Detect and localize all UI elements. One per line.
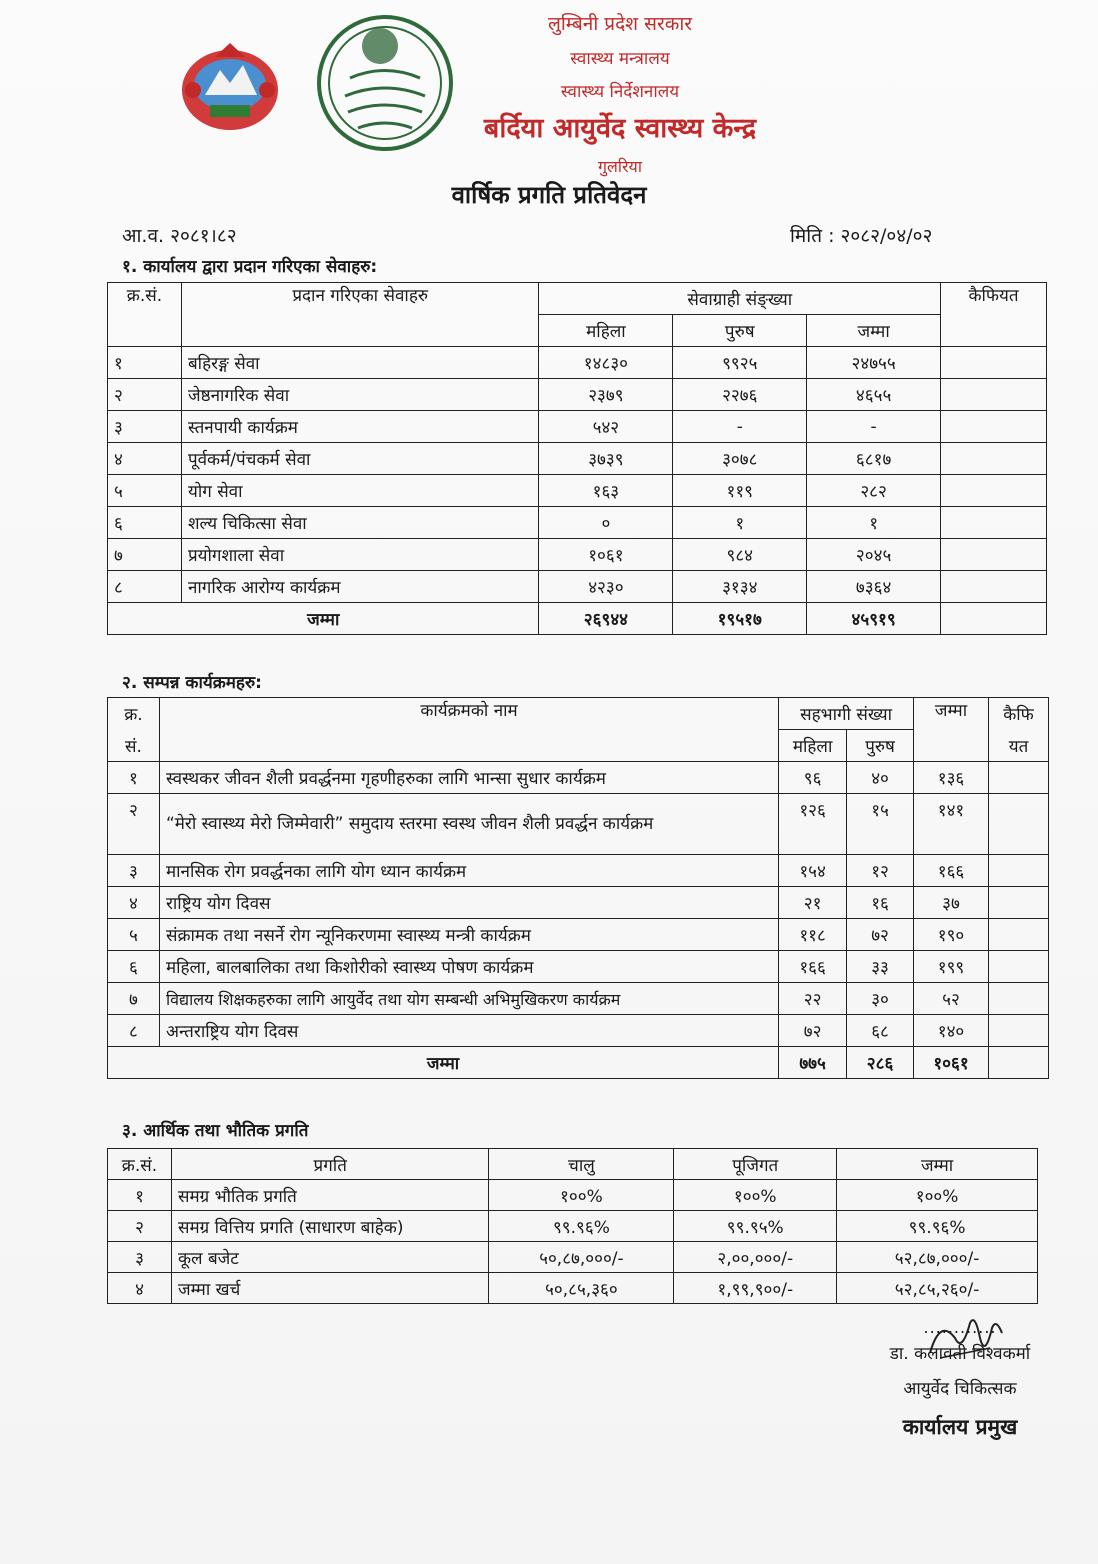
cell-sn: ४ xyxy=(108,887,160,919)
cell-male: ९८४ xyxy=(673,539,807,571)
cell-remarks xyxy=(988,794,1048,855)
cell-current: ५०,८५,३६० xyxy=(489,1273,674,1304)
total-remarks xyxy=(941,603,1047,635)
signatory-designation: आयुर्वेद चिकित्सक xyxy=(903,1379,1017,1399)
header-female: महिला xyxy=(539,315,673,347)
cell-female: ११८ xyxy=(779,919,847,951)
cell-sn: ६ xyxy=(108,951,160,983)
table-row xyxy=(108,1211,1038,1242)
letterhead-ministry: स्वास्थ्य मन्त्रालय xyxy=(570,49,670,69)
signatory-name: डा. कलावती विश्वकर्मा xyxy=(889,1344,1031,1364)
cell-remarks xyxy=(941,507,1047,539)
cell-total: ५२,८७,०००/- xyxy=(837,1242,1038,1273)
table-row xyxy=(108,571,1047,603)
cell-male: १६ xyxy=(847,887,914,919)
header-total: जम्मा xyxy=(914,698,989,762)
total-male: २८६ xyxy=(847,1047,914,1079)
cell-sn: १ xyxy=(108,1180,172,1211)
header-male: पुरुष xyxy=(673,315,807,347)
cell-total: ७३६४ xyxy=(807,571,941,603)
cell-sn: ३ xyxy=(108,411,182,443)
table-row xyxy=(108,1015,1049,1047)
cell-female: १४८३० xyxy=(539,347,673,379)
programs-table xyxy=(107,697,1049,1079)
cell-female: ५४२ xyxy=(539,411,673,443)
cell-total: २४७५५ xyxy=(807,347,941,379)
cell-female: ३७३९ xyxy=(539,443,673,475)
cell-remarks xyxy=(941,347,1047,379)
cell-total: १४१ xyxy=(914,794,989,855)
financial-progress-table xyxy=(107,1148,1038,1304)
cell-remarks xyxy=(941,443,1047,475)
cell-current: ९९.९६% xyxy=(489,1211,674,1242)
cell-total: १००% xyxy=(837,1180,1038,1211)
total-label: जम्मा xyxy=(108,1047,779,1079)
table-row xyxy=(108,539,1047,571)
cell-male: ११९ xyxy=(673,475,807,507)
cell-male: ७२ xyxy=(847,919,914,951)
cell-total: ९९.९६% xyxy=(837,1211,1038,1242)
services-table xyxy=(107,282,1047,635)
letterhead-office-name: बर्दिया आयुर्वेद स्वास्थ्य केन्द्र xyxy=(483,113,757,144)
cell-progress: समग्र वित्तिय प्रगति (साधारण बाहेक) xyxy=(171,1211,489,1242)
total-female: २६९४४ xyxy=(539,603,673,635)
cell-program: संक्रामक तथा नसर्ने रोग न्यूनिकरणमा स्वास्थ्य मन्त्री कार्यक्रम xyxy=(159,919,778,951)
header-remarks: कैफियत xyxy=(941,283,1047,347)
cell-female: १६६ xyxy=(779,951,847,983)
cell-program: अन्तराष्ट्रिय योग दिवस xyxy=(159,1015,778,1047)
cell-capital: १००% xyxy=(674,1180,837,1211)
header-service: प्रदान गरिएका सेवाहरु xyxy=(181,283,539,347)
cell-remarks xyxy=(941,539,1047,571)
table-row xyxy=(108,983,1049,1015)
cell-male: १ xyxy=(673,507,807,539)
cell-current: १००% xyxy=(489,1180,674,1211)
header-participants: सहभागी संख्या xyxy=(779,698,914,730)
table-row xyxy=(108,887,1049,919)
cell-capital: ९९.९५% xyxy=(674,1211,837,1242)
cell-service: स्तनपायी कार्यक्रम xyxy=(181,411,539,443)
cell-remarks xyxy=(988,855,1048,887)
cell-sn: ८ xyxy=(108,1015,160,1047)
cell-remarks xyxy=(988,951,1048,983)
cell-male: २२७६ xyxy=(673,379,807,411)
header-female: महिला xyxy=(779,730,847,762)
table-row xyxy=(108,443,1047,475)
cell-sn: ४ xyxy=(108,1273,172,1304)
total-row xyxy=(108,603,1047,635)
cell-service: नागरिक आरोग्य कार्यक्रम xyxy=(181,571,539,603)
cell-female: ० xyxy=(539,507,673,539)
cell-female: १६३ xyxy=(539,475,673,507)
cell-male: - xyxy=(673,411,807,443)
header-total: जम्मा xyxy=(837,1149,1038,1180)
table-row xyxy=(108,411,1047,443)
header-remarks-bottom: यत xyxy=(988,730,1048,762)
cell-remarks xyxy=(941,571,1047,603)
section1-title: १. कार्यालय द्वारा प्रदान गरिएका सेवाहरु: xyxy=(122,257,378,277)
table-row xyxy=(108,1273,1038,1304)
header-sn: क्र.सं. xyxy=(108,283,182,347)
total-total: ४५९१९ xyxy=(807,603,941,635)
cell-sn: ३ xyxy=(108,1242,172,1273)
cell-remarks xyxy=(941,379,1047,411)
header-male: पुरुष xyxy=(847,730,914,762)
cell-male: १२ xyxy=(847,855,914,887)
table-row xyxy=(108,762,1049,794)
cell-total: ३७ xyxy=(914,887,989,919)
cell-total: १३६ xyxy=(914,762,989,794)
header-current: चालु xyxy=(489,1149,674,1180)
cell-remarks xyxy=(988,887,1048,919)
cell-total: ४६५५ xyxy=(807,379,941,411)
cell-sn: ७ xyxy=(108,983,160,1015)
cell-service: पूर्वकर्म/पंचकर्म सेवा xyxy=(181,443,539,475)
cell-total: १६६ xyxy=(914,855,989,887)
cell-progress: जम्मा खर्च xyxy=(171,1273,489,1304)
cell-capital: २,००,०००/- xyxy=(674,1242,837,1273)
cell-female: ९६ xyxy=(779,762,847,794)
cell-program: राष्ट्रिय योग दिवस xyxy=(159,887,778,919)
header-progress: प्रगति xyxy=(171,1149,489,1180)
total-label: जम्मा xyxy=(108,603,539,635)
table-row xyxy=(108,794,1049,855)
nepal-emblem-icon xyxy=(175,35,285,135)
cell-remarks xyxy=(988,1015,1048,1047)
cell-sn: ३ xyxy=(108,855,160,887)
cell-total: ५२ xyxy=(914,983,989,1015)
cell-male: ६८ xyxy=(847,1015,914,1047)
cell-total: २८२ xyxy=(807,475,941,507)
fiscal-year: आ.व. २०८१।८२ xyxy=(122,225,237,247)
cell-remarks xyxy=(988,919,1048,951)
signature-block xyxy=(870,1318,1050,1441)
cell-total: १९० xyxy=(914,919,989,951)
cell-female: २२ xyxy=(779,983,847,1015)
header-remarks-top: कैफि xyxy=(988,698,1048,730)
cell-remarks xyxy=(988,762,1048,794)
cell-sn: ७ xyxy=(108,539,182,571)
cell-female: ७२ xyxy=(779,1015,847,1047)
cell-male: ४० xyxy=(847,762,914,794)
cell-total: ६८१७ xyxy=(807,443,941,475)
cell-male: ३१३४ xyxy=(673,571,807,603)
table-row xyxy=(108,1180,1038,1211)
cell-service: बहिरङ्ग सेवा xyxy=(181,347,539,379)
report-title: वार्षिक प्रगति प्रतिवेदन xyxy=(451,180,647,209)
cell-remarks xyxy=(988,983,1048,1015)
total-male: १९५१७ xyxy=(673,603,807,635)
office-seal-icon xyxy=(310,8,460,158)
header-sn-bottom: सं. xyxy=(108,730,160,762)
cell-remarks xyxy=(941,475,1047,507)
table-row xyxy=(108,919,1049,951)
cell-male: ९९२५ xyxy=(673,347,807,379)
cell-current: ५०,८७,०००/- xyxy=(489,1242,674,1273)
cell-sn: २ xyxy=(108,794,160,855)
signatory-office: कार्यालय प्रमुख xyxy=(902,1415,1018,1439)
cell-sn: ५ xyxy=(108,475,182,507)
cell-program: विद्यालय शिक्षकहरुका लागि आयुर्वेद तथा योग सम्बन्धी अभिमुखिकरण कार्यक्रम xyxy=(159,983,778,1015)
cell-service: प्रयोगशाला सेवा xyxy=(181,539,539,571)
cell-male: ३३ xyxy=(847,951,914,983)
cell-sn: ६ xyxy=(108,507,182,539)
cell-progress: समग्र भौतिक प्रगति xyxy=(171,1180,489,1211)
cell-program: महिला, बालबालिका तथा किशोरीको स्वास्थ्य पोषण कार्यक्रम xyxy=(159,951,778,983)
signature-line: ............ xyxy=(923,1318,997,1337)
cell-total: १९९ xyxy=(914,951,989,983)
cell-total: १४० xyxy=(914,1015,989,1047)
table-row xyxy=(108,1242,1038,1273)
total-total: १०६१ xyxy=(914,1047,989,1079)
cell-service: योग सेवा xyxy=(181,475,539,507)
cell-female: १२६ xyxy=(779,794,847,855)
cell-remarks xyxy=(941,411,1047,443)
total-remarks xyxy=(988,1047,1048,1079)
cell-female: २३७९ xyxy=(539,379,673,411)
cell-sn: ८ xyxy=(108,571,182,603)
cell-male: ३० xyxy=(847,983,914,1015)
cell-sn: २ xyxy=(108,1211,172,1242)
table-row xyxy=(108,379,1047,411)
cell-sn: ४ xyxy=(108,443,182,475)
header-program-name: कार्यक्रमको नाम xyxy=(159,698,778,762)
cell-total: ५२,८५,२६०/- xyxy=(837,1273,1038,1304)
header-client-count: सेवाग्राही संङ्ख्या xyxy=(539,283,941,315)
cell-program: मानसिक रोग प्रवर्द्धनका लागि योग ध्यान कार्यक्रम xyxy=(159,855,778,887)
cell-male: ३०७८ xyxy=(673,443,807,475)
cell-sn: ५ xyxy=(108,919,160,951)
table-row xyxy=(108,347,1047,379)
table-row xyxy=(108,475,1047,507)
cell-female: ४२३० xyxy=(539,571,673,603)
letterhead-location: गुलरिया xyxy=(598,157,642,176)
cell-female: १०६१ xyxy=(539,539,673,571)
header-sn-top: क्र. xyxy=(108,698,160,730)
letterhead xyxy=(470,8,770,177)
cell-total: २०४५ xyxy=(807,539,941,571)
cell-total: - xyxy=(807,411,941,443)
cell-sn: २ xyxy=(108,379,182,411)
letterhead-directorate: स्वास्थ्य निर्देशनालय xyxy=(560,82,680,102)
header-sn: क्र.सं. xyxy=(108,1149,172,1180)
table-row xyxy=(108,951,1049,983)
cell-program: “मेरो स्वास्थ्य मेरो जिम्मेवारी” समुदाय स्तरमा स्वस्थ जीवन शैली प्रवर्द्धन कार्यक्रम xyxy=(159,794,778,855)
cell-service: शल्य चिकित्सा सेवा xyxy=(181,507,539,539)
section3-title: ३. आर्थिक तथा भौतिक प्रगति xyxy=(122,1121,309,1141)
header-total: जम्मा xyxy=(807,315,941,347)
cell-progress: कूल बजेट xyxy=(171,1242,489,1273)
table-row xyxy=(108,507,1047,539)
table-row xyxy=(108,855,1049,887)
total-female: ७७५ xyxy=(779,1047,847,1079)
total-row xyxy=(108,1047,1049,1079)
cell-female: १५४ xyxy=(779,855,847,887)
cell-sn: १ xyxy=(108,347,182,379)
cell-total: १ xyxy=(807,507,941,539)
cell-capital: १,९९,९००/- xyxy=(674,1273,837,1304)
letterhead-government: लुम्बिनी प्रदेश सरकार xyxy=(547,13,693,35)
section2-title: २. सम्पन्न कार्यक्रमहरु: xyxy=(122,673,262,693)
report-date: मिति : २०८२/०४/०२ xyxy=(790,225,933,247)
cell-sn: १ xyxy=(108,762,160,794)
cell-female: २१ xyxy=(779,887,847,919)
cell-male: १५ xyxy=(847,794,914,855)
cell-service: जेष्ठनागरिक सेवा xyxy=(181,379,539,411)
header-capital: पूजिगत xyxy=(674,1149,837,1180)
cell-program: स्वस्थकर जीवन शैली प्रवर्द्धनमा गृहणीहरुका लागि भान्सा सुधार कार्यक्रम xyxy=(159,762,778,794)
